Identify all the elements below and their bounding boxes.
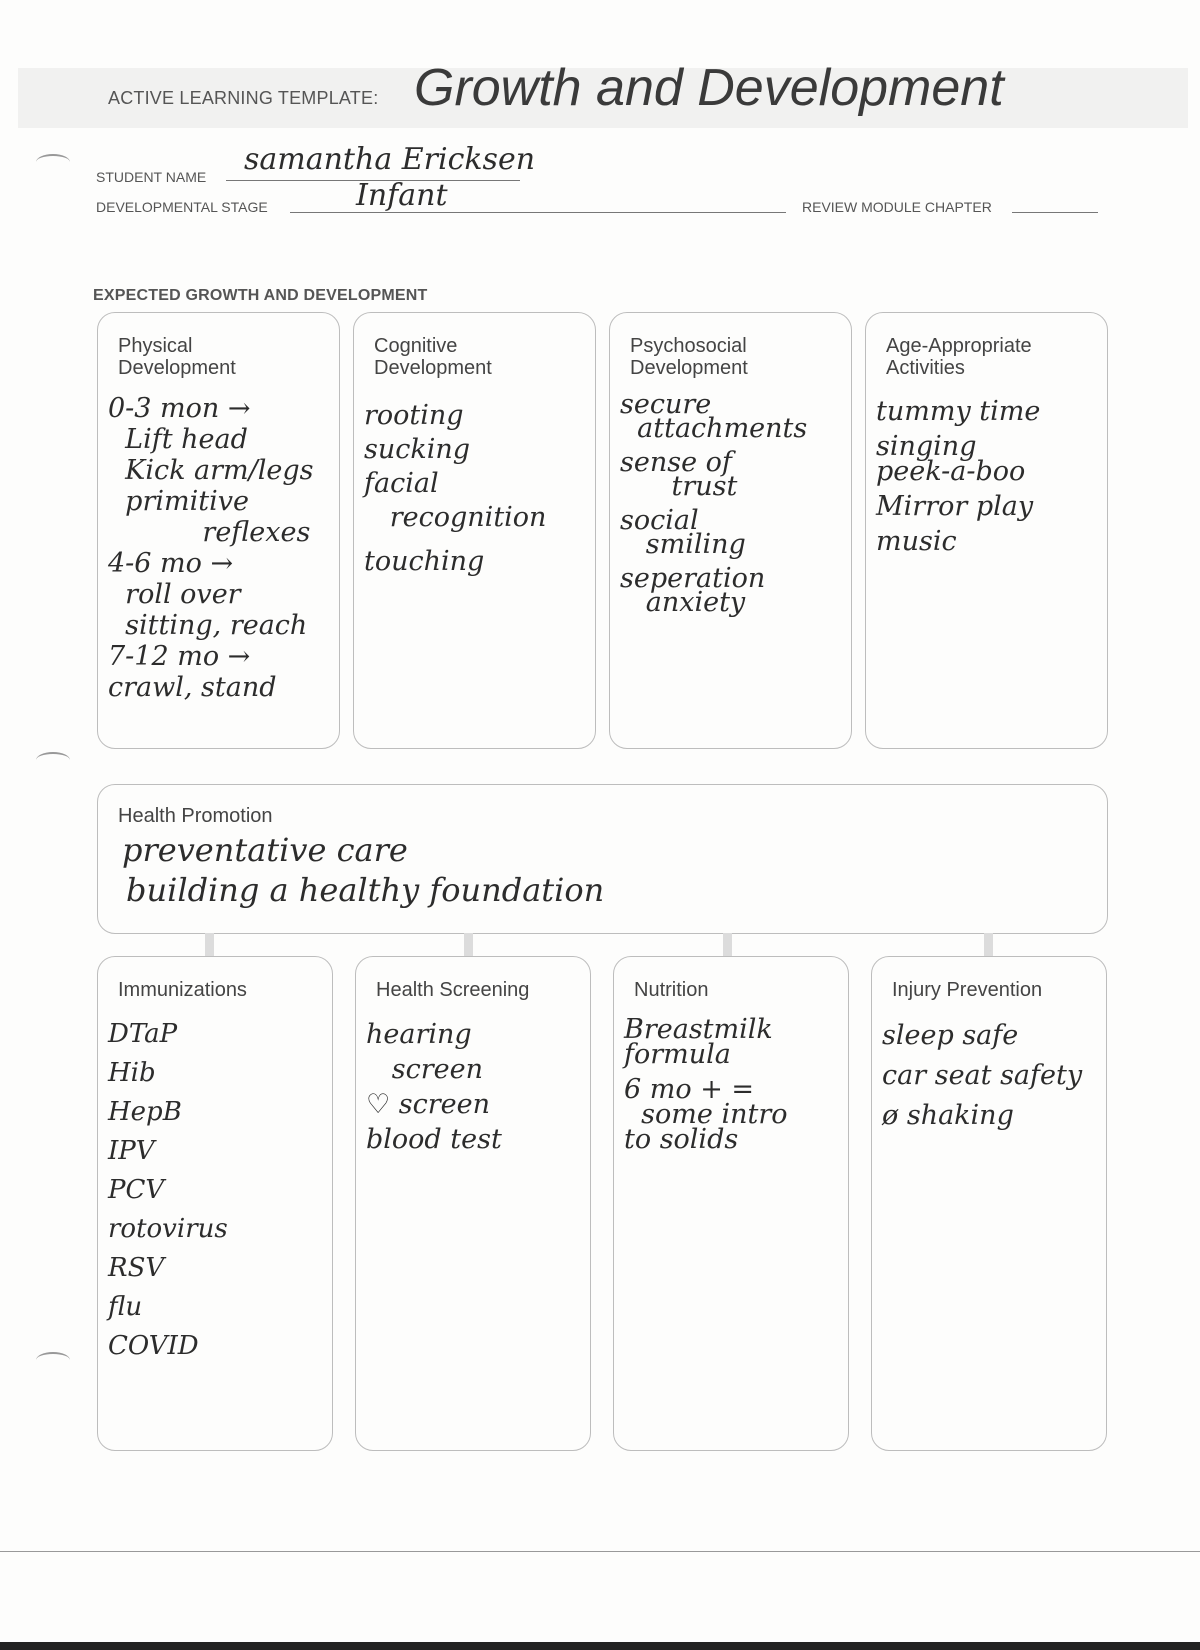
handwritten-entry: reflexes (108, 517, 311, 548)
handwritten-entry: attachments (620, 413, 808, 444)
psychosocial-development-box (609, 312, 852, 749)
handwritten-entry: to solids (624, 1124, 739, 1155)
handwritten-entry: COVID (108, 1331, 199, 1361)
handwritten-entry: Breastmilk (624, 1014, 773, 1045)
handwritten-entry: rotovirus (108, 1214, 228, 1244)
nutrition-box (613, 956, 849, 1451)
handwritten-entry: smiling (620, 529, 746, 560)
psychosocial-development-entries[interactable] (620, 389, 847, 618)
physical-development-entries[interactable] (108, 393, 335, 703)
handwritten-entry: peek-a-boo (876, 456, 1026, 487)
injury-prevention-entries[interactable] (882, 1021, 1102, 1131)
health-promotion-line-2[interactable]: building a healthy foundation (126, 871, 605, 909)
handwritten-entry: tummy time (876, 396, 1041, 427)
handwritten-entry: PCV (108, 1175, 165, 1205)
handwritten-entry: 0-3 mon → (108, 393, 251, 424)
template-title: Growth and Development (414, 59, 1004, 117)
review-module-line (1012, 212, 1098, 213)
handwritten-entry: ♡ screen (366, 1089, 491, 1120)
health-promotion-line-1[interactable]: preventative care (122, 831, 408, 869)
expected-growth-heading: EXPECTED GROWTH AND DEVELOPMENT (93, 287, 428, 304)
handwritten-entry: rooting (364, 400, 464, 431)
immunizations-title: Immunizations (118, 979, 247, 1001)
handwritten-entry: seperation (620, 563, 766, 594)
handwritten-entry: sense of (620, 447, 732, 478)
handwritten-entry: touching (364, 546, 485, 577)
handwritten-entry: music (876, 526, 957, 557)
handwritten-entry: formula (624, 1039, 731, 1070)
psychosocial-development-title: Psychosocial Development (630, 335, 748, 379)
binder-hole (36, 1352, 70, 1368)
scan-edge-bar (0, 1642, 1200, 1650)
handwritten-entry: hearing (366, 1019, 472, 1050)
handwritten-entry: recognition (364, 502, 547, 533)
handwritten-entry: primitive (108, 486, 249, 517)
nutrition-title: Nutrition (634, 979, 709, 1001)
cognitive-development-box (353, 312, 596, 749)
injury-prevention-box (871, 956, 1107, 1451)
handwritten-entry: DTaP (108, 1019, 178, 1049)
handwritten-entry: IPV (108, 1136, 155, 1166)
handwritten-entry: sitting, reach (108, 610, 308, 641)
page-bottom-line (0, 1551, 1200, 1552)
handwritten-entry: blood test (366, 1124, 502, 1155)
age-appropriate-activities-entries[interactable] (876, 396, 1103, 557)
developmental-stage-value[interactable]: Infant (356, 178, 448, 213)
injury-prevention-title: Injury Prevention (892, 979, 1043, 1001)
handwritten-entry: crawl, stand (108, 672, 277, 703)
nutrition-entries[interactable] (624, 1014, 844, 1155)
cognitive-development-entries[interactable] (364, 399, 591, 579)
age-appropriate-activities-box (865, 312, 1108, 749)
health-promotion-title: Health Promotion (118, 805, 273, 827)
handwritten-entry: facial (364, 468, 439, 499)
handwritten-entry: Kick arm/legs (108, 455, 314, 486)
student-name-value[interactable]: samantha Ericksen (244, 142, 536, 177)
handwritten-entry: trust (620, 471, 738, 502)
cognitive-development-title: Cognitive Development (374, 335, 492, 379)
handwritten-entry: some intro (624, 1099, 788, 1130)
handwritten-entry: roll over (108, 579, 241, 610)
handwritten-entry: Lift head (108, 424, 248, 455)
handwritten-entry: HepB (108, 1097, 182, 1127)
handwritten-entry (364, 535, 591, 545)
handwritten-entry: 4-6 mo → (108, 548, 234, 579)
immunizations-entries[interactable] (108, 1015, 328, 1366)
immunizations-box (97, 956, 333, 1451)
handwritten-entry: 6 mo + = (624, 1074, 755, 1105)
handwritten-entry: ø shaking (882, 1100, 1014, 1131)
handwritten-entry: screen (366, 1054, 483, 1085)
handwritten-entry: social (620, 505, 699, 536)
age-appropriate-activities-title: Age-Appropriate Activities (886, 335, 1032, 379)
handwritten-entry: car seat safety (882, 1060, 1083, 1091)
physical-development-box (97, 312, 340, 749)
handwritten-entry: RSV (108, 1253, 165, 1283)
health-screening-entries[interactable] (366, 1017, 586, 1157)
health-promotion-box (97, 784, 1108, 934)
handwritten-entry: Hib (108, 1058, 156, 1088)
binder-hole (36, 752, 70, 768)
handwritten-entry: Mirror play (876, 491, 1034, 522)
handwritten-entry: anxiety (620, 587, 746, 618)
binder-hole (36, 154, 70, 170)
handwritten-entry: flu (108, 1292, 143, 1322)
handwritten-entry: sleep safe (882, 1020, 1019, 1051)
health-screening-box (355, 956, 591, 1451)
review-module-label: REVIEW MODULE CHAPTER (802, 199, 992, 215)
handwritten-entry: 7-12 mo → (108, 641, 251, 672)
student-name-label: STUDENT NAME (96, 169, 207, 185)
health-screening-title: Health Screening (376, 979, 530, 1001)
developmental-stage-label: DEVELOPMENTAL STAGE (96, 199, 268, 215)
handwritten-entry: singing (876, 431, 977, 462)
handwritten-entry: sucking (364, 434, 471, 465)
template-label: ACTIVE LEARNING TEMPLATE: (108, 88, 379, 108)
physical-development-title: Physical Development (118, 335, 236, 379)
handwritten-entry: secure (620, 389, 712, 420)
